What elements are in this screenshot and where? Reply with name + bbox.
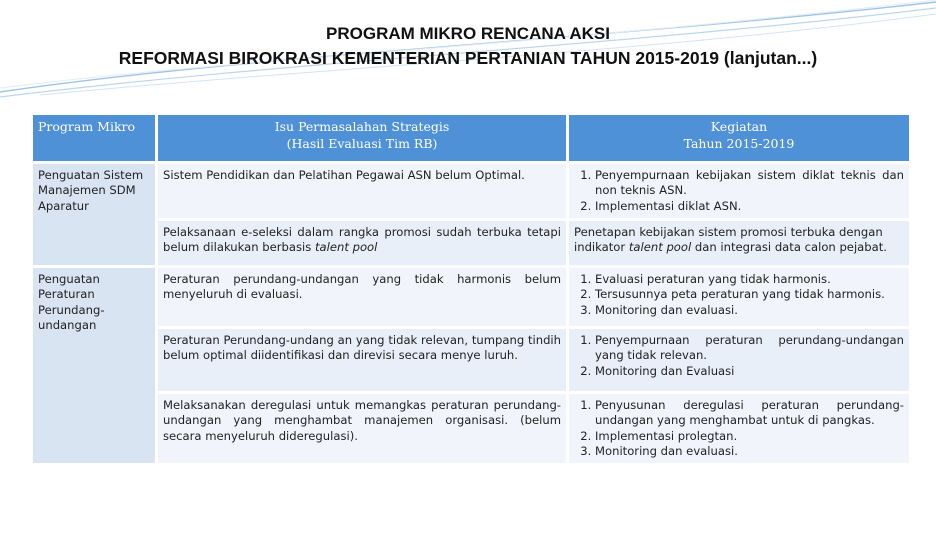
- header-isu-line2: (Hasil Evaluasi Tim RB): [286, 135, 438, 151]
- isu-cell: Peraturan perundang-undangan yang tidak harmonis belum menyeluruh di evaluasi.: [158, 268, 566, 326]
- list-item: 1. Penyusunan deregulasi peraturan perundang-undangan yang menghambat untuk di pangkas.: [595, 398, 904, 429]
- isu-cell: Sistem Pendidikan dan Pelatihan Pegawai ASN belum Optimal.: [158, 164, 566, 218]
- list-item: 3. Monitoring dan evaluasi.: [595, 303, 904, 318]
- table-row: [33, 221, 909, 265]
- list-item: 2. Tersusunnya peta peraturan yang tidak harmonis.: [595, 287, 904, 302]
- list-item: 2. Monitoring dan Evaluasi: [595, 364, 904, 379]
- header-kegiatan: [569, 115, 909, 161]
- program-cell-sdm: Penguatan Sistem Manajemen SDM Aparatur: [33, 164, 155, 265]
- table-row: [33, 394, 909, 463]
- isu-text: Pelaksanaan e-seleksi dalam rangka promosi sudah terbuka tetapi belum dilakukan berbasis: [163, 225, 561, 255]
- kegiatan-text: Penetapan kebijakan sistem promosi terbuka dengan indikator: [574, 225, 883, 255]
- kegiatan-italic: talent pool: [628, 240, 692, 255]
- action-plan-table: [30, 112, 912, 466]
- isu-cell: [158, 221, 566, 265]
- header-program: Program Mikro: [33, 115, 155, 161]
- header-isu-line1: Isu Permasalahan Strategis: [274, 119, 450, 134]
- kegiatan-cell: [569, 221, 909, 265]
- header-row: [33, 115, 909, 161]
- table-row: [33, 164, 909, 218]
- header-kegiatan-line1: Kegiatan: [710, 119, 768, 134]
- list-item: 2. Implementasi diklat ASN.: [595, 199, 904, 214]
- header-kegiatan-line2: Tahun 2015-2019: [683, 135, 795, 151]
- kegiatan-cell: [569, 329, 909, 391]
- list-item: 1. Evaluasi peraturan yang tidak harmonis.: [595, 272, 904, 287]
- title-line-2: REFORMASI BIROKRASI KEMENTERIAN PERTANIAN TAHUN 2015-2019 (lanjutan...): [118, 48, 818, 68]
- list-item: 3. Monitoring dan evaluasi.: [595, 444, 904, 459]
- table-row: [33, 329, 909, 391]
- isu-italic: talent pool: [315, 240, 378, 255]
- kegiatan-text-end: dan integrasi data calon pejabat.: [691, 240, 887, 255]
- header-isu: [158, 115, 566, 161]
- list-item: 2. Implementasi prolegtan.: [595, 429, 904, 444]
- isu-cell: Melaksanakan deregulasi untuk memangkas peraturan perundang-undangan yang menghambat manajemen organisasi. (belum secara menyeluruh dideregulasi).: [158, 394, 566, 463]
- kegiatan-cell: [569, 268, 909, 326]
- isu-cell: Peraturan Perundang-undang an yang tidak relevan, tumpang tindih belum optimal diidentifikasi dan direvisi secara menye luruh.: [158, 329, 566, 391]
- table-row: [33, 268, 909, 326]
- kegiatan-cell: [569, 164, 909, 218]
- list-item: 1. Penyempurnaan kebijakan sistem diklat teknis dan non teknis ASN.: [595, 168, 904, 199]
- program-cell-peraturan: Penguatan Peraturan Perundang-undangan: [33, 268, 155, 463]
- title-line-1: PROGRAM MIKRO RENCANA AKSI: [326, 24, 610, 43]
- kegiatan-cell: [569, 394, 909, 463]
- list-item: 1. Penyempurnaan peraturan perundang-undangan yang tidak relevan.: [595, 333, 904, 364]
